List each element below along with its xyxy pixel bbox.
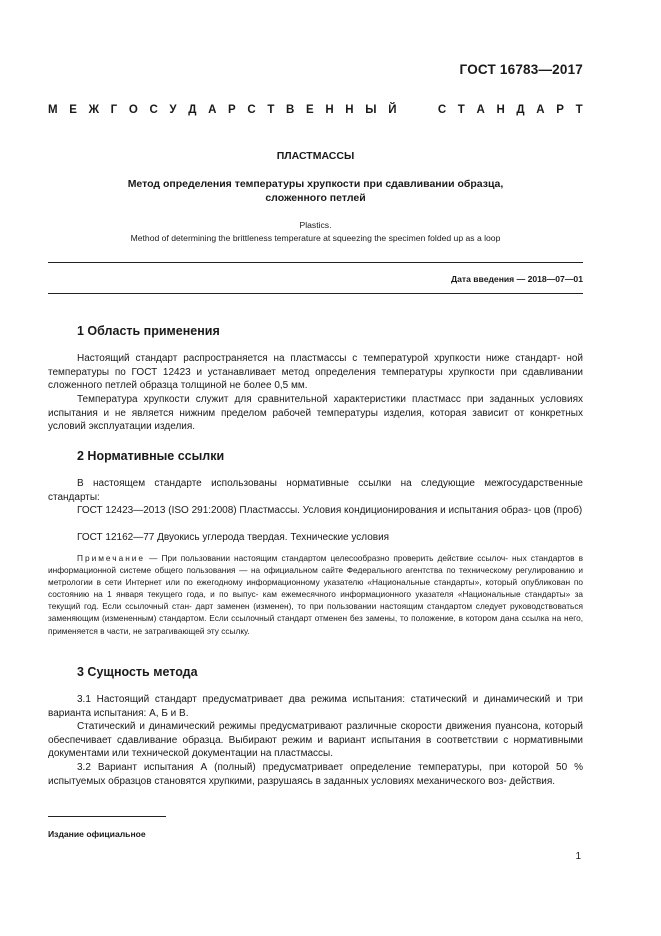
edition-label: Издание официальное <box>48 829 146 839</box>
page-number: 1 <box>575 851 581 862</box>
note-text: — При пользовании настоящим стандартом целесообразно проверить действие ссылоч- ных стандартов в информационной системе общего пользования — на официальном сайте Федерального агентства по техническому регулированию и метрологии в сети Интернет или по ежегодному информационному указателю «Национальные стандарты», который опубликован по состоянию на 1 января текущего года, и по выпус- кам ежемесячного информационного указателя «Национальные стандарты» за текущий год. Если ссылочный стан- дарт заменен (изменен), то при пользовании настоящим стандартом следует руководствоваться заменяющим (измененным) стандартом. Если ссылочный стандарт отменен без замены, то положение, в котором дана ссылка на него, применяется в части, не затрагивающей эту ссылку. <box>48 553 583 636</box>
section-3-paragraph-2: Статический и динамический режимы предусматривают различные скорости движения пуансона, который обеспечивает сдавливание образца. Выбирают режим и вариант испытания в соответствии с нормативными документами или технической документации на пластмассы. <box>48 721 583 760</box>
standard-type-heading <box>48 104 583 116</box>
section-3-paragraph-3: 3.2 Вариант испытания А (полный) предусматривает определение температуры, при которой 50 % испытуемых образцов становятся хрупкими, разрушаясь в заданных условиях механического воз- действия. <box>48 762 583 787</box>
standard-type-letter: М <box>48 104 58 116</box>
subtitle-line-1: Метод определения температуры хрупкости при сдавливании образца, <box>127 178 504 190</box>
standard-type-letter: А <box>476 104 485 116</box>
section-3-heading: 3 Сущность метода <box>77 665 198 679</box>
standard-type-letter: Т <box>457 104 465 116</box>
standard-type-letter: Г <box>110 104 118 116</box>
standard-type-letter: В <box>286 104 295 116</box>
standard-type-letter: Р <box>228 104 236 116</box>
english-title-line-1: Plastics. <box>299 220 332 230</box>
standard-type-letter: А <box>208 104 217 116</box>
normative-reference-2: ГОСТ 12162—77 Двуокись углерода твердая. Технические условия <box>77 532 390 543</box>
section-2-heading: 2 Нормативные ссылки <box>77 449 225 463</box>
standard-type-letter: Й <box>388 104 397 116</box>
english-title <box>48 219 583 244</box>
document-title: ПЛАСТМАССЫ <box>276 150 355 162</box>
standard-type-letter: У <box>169 104 177 116</box>
standard-type-letter: Т <box>267 104 275 116</box>
introduction-date: Дата введения — 2018—07—01 <box>450 274 583 284</box>
section-1-paragraph-2: Температура хрупкости служит для сравнительной характеристики пластмасс при заданных условиях испытания и не является нижним пределом рабочей температуры изделия, которая зависит от конкретных условий эксплуатации изделия. <box>48 394 583 433</box>
standard-type-letter: Т <box>575 104 583 116</box>
section-1-heading: 1 Область применения <box>77 324 220 338</box>
standard-type-letter: Д <box>188 104 197 116</box>
standard-type-letter: Н <box>345 104 354 116</box>
subtitle-line-2: сложенного петлей <box>265 192 366 204</box>
standard-type-letter: Ж <box>88 104 99 116</box>
gost-code: ГОСТ 16783—2017 <box>459 62 583 77</box>
normative-reference-1: ГОСТ 12423—2013 (ISO 291:2008) Пластмассы. Условия кондиционирования и испытания образ- цов (проб) <box>77 505 583 516</box>
standard-type-letter: Д <box>516 104 525 116</box>
standard-type-letter: Е <box>306 104 314 116</box>
standard-type-letter: С <box>437 104 447 116</box>
standard-type-letter: Р <box>556 104 564 116</box>
standard-type-letter <box>408 104 411 116</box>
standard-type-letter: Ы <box>365 104 377 116</box>
standard-type-letter: Е <box>69 104 77 116</box>
footer-divider <box>48 816 166 817</box>
note-label: Примечание <box>77 553 146 563</box>
english-title-line-2: Method of determining the brittleness temperature at squeezing the specimen folded up as a loop <box>130 232 501 243</box>
date-divider <box>48 293 583 294</box>
document-subtitle <box>48 177 583 205</box>
section-1-paragraph-1: Настоящий стандарт распространяется на пластмассы с температурой хрупкости ниже стандарт- ной температуры по ГОСТ 12423 и устанавливает метод определения температуры хрупкости при сдавливании сложенного петлей образца толщиной не более 0,5 мм. <box>48 353 583 392</box>
section-3-paragraph-1: 3.1 Настоящий стандарт предусматривает два режима испытания: статический и динамический и три варианта испытания: А, Б и В. <box>48 694 583 719</box>
section-2-paragraph-1: В настоящем стандарте использованы нормативные ссылки на следующие межгосударственные стандарты: <box>48 478 583 503</box>
standard-type-letter: Н <box>496 104 505 116</box>
header-divider <box>48 262 583 263</box>
standard-type-letter: Н <box>325 104 334 116</box>
note-block <box>48 552 583 637</box>
standard-type-letter <box>423 104 426 116</box>
standard-type-letter: С <box>247 104 256 116</box>
standard-type-letter: О <box>128 104 138 116</box>
standard-type-letter: А <box>536 104 545 116</box>
standard-type-letter: С <box>149 104 158 116</box>
